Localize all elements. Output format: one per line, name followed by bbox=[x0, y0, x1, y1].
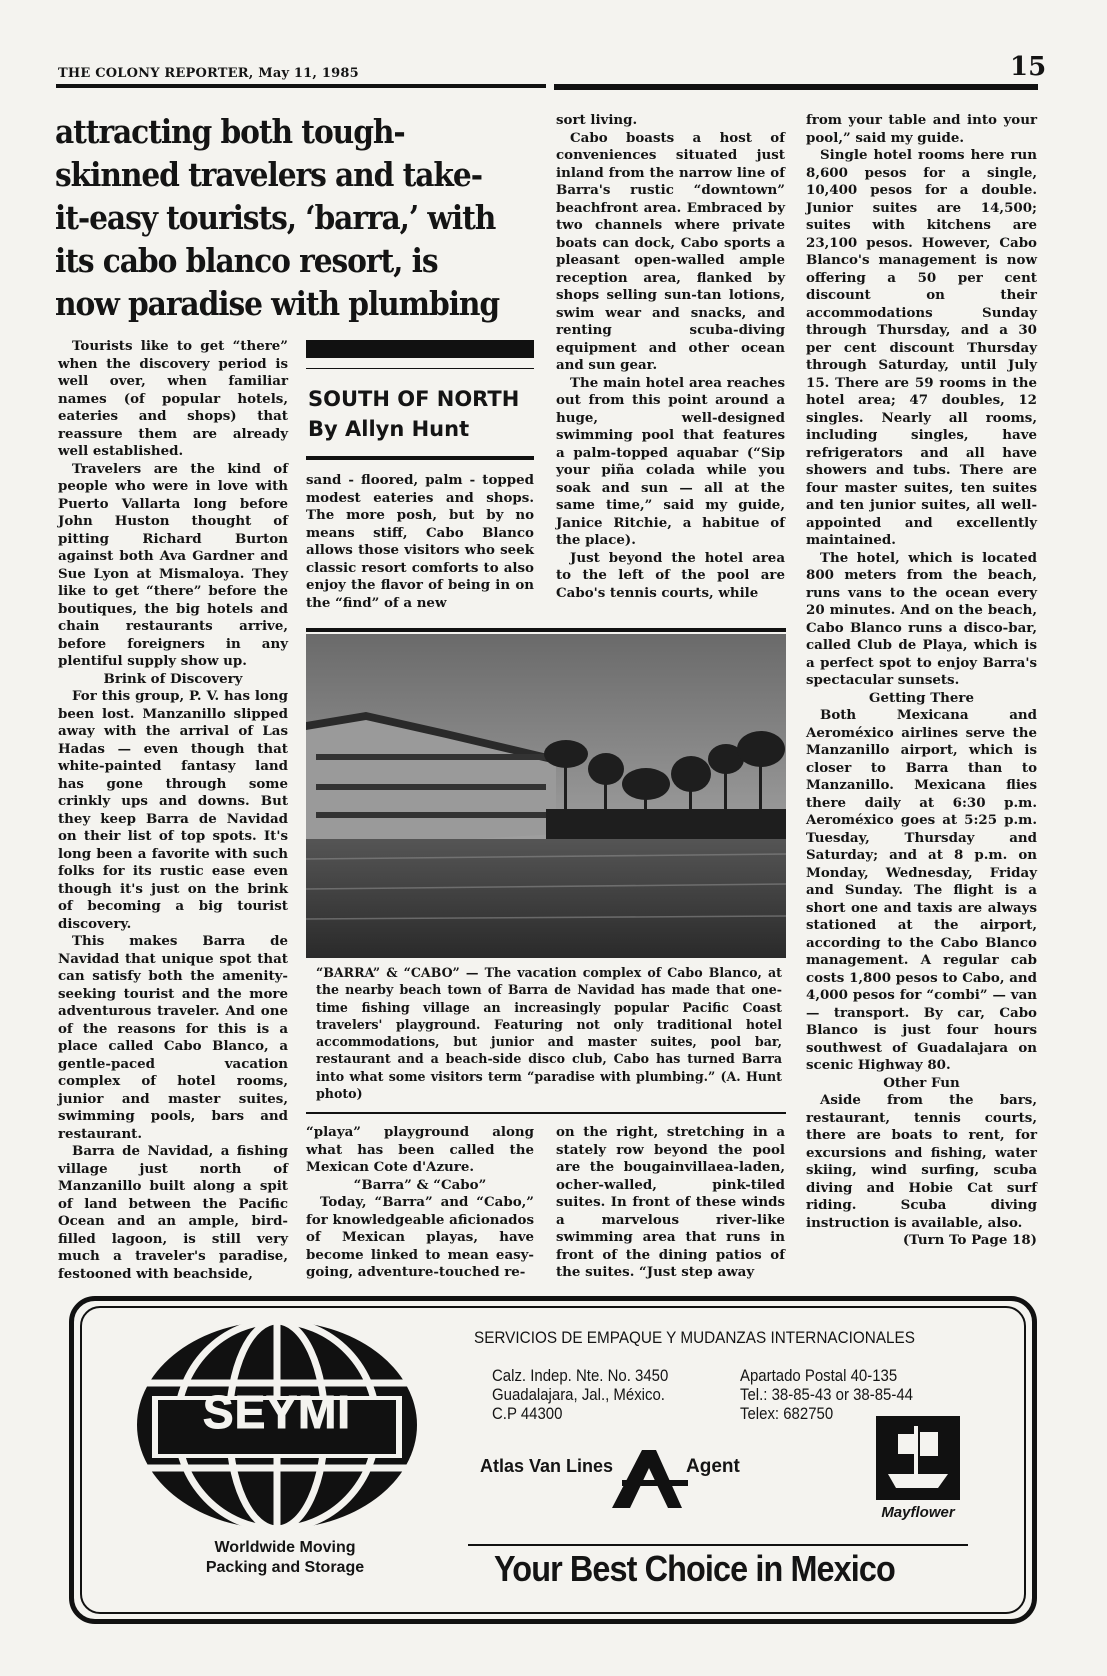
resort-photo bbox=[306, 634, 786, 958]
photo-caption: “BARRA” & “CABO” — The vacation complex of Cabo Blanco, at the nearby beach town of Barra de Navidad has made that one-time fishing village an increasingly popular Pacific Coast travelers' playground. Featuring not only traditional hotel accommodations, but junior and master suites, pool bar, restaurant and a beach-side disco club, Cabo has turned Barra into what some visitors term “paradise with plumbing.” (A. Hunt photo) bbox=[316, 965, 782, 1102]
column-4 bbox=[806, 112, 1037, 1250]
contact-block bbox=[740, 1366, 913, 1423]
paragraph: Both Mexicana and Aeroméxico airlines serve the Manzanillo airport, which is closer to Barra than to Manzanillo. Mexicana flies there daily at 6:30 p.m. Aeroméxico goes at 5:25 p.m. Tuesday, Thursday and Saturday; and at 8 p.m. on Monday, Wednesday, Friday and Sunday. The flight is a short one and taxis are always stationed at the airport, according to the Cabo Blanco management. A regular cab costs 1,800 pesos to Cabo, and 4,000 pesos for “combi” — van — transport. By car, Cabo Blanco is just four hours southwest of Guadalajara on scenic Highway 80. bbox=[806, 707, 1037, 1073]
ad-tagline bbox=[180, 1538, 390, 1578]
company-name: SERVICIOS DE EMPAQUE Y MUDANZAS INTERNACIONALES bbox=[474, 1328, 915, 1347]
paragraph: Single hotel rooms here run 8,600 pesos for a single, 10,400 pesos for a double. Junior suites are 14,500; suites with kitchens are 23,100 pesos. However, Cabo Blanco's management is now offering a 50 per cent discount on their accommodations Sunday through Thursday, and a 30 per cent discount Thursday through Saturday, until July 15. There are 59 rooms in the hotel area; 47 doubles, 12 singles. Nearly all rooms, including singles, have refrigerators and all have showers and tubs. There are four master suites, ten suites and ten junior suites, all well-appointed and excellently maintained. bbox=[806, 147, 1037, 548]
byline: By Allyn Hunt bbox=[308, 417, 470, 441]
paragraph: Travelers are the kind of people who were in love with Puerto Vallarta long before John Huston thought of pitting Richard Burton against both Ava Gardner and Sue Lyon at Mismaloya. They like to get “there” before the boutiques, the big hotels and chain restaurants arrive, before foreigners in any plentiful supply show up. bbox=[58, 460, 288, 669]
masthead: THE COLONY REPORTER, May 11, 1985 bbox=[58, 66, 359, 81]
tagline-line: Worldwide Moving bbox=[214, 1539, 356, 1556]
postal-box: Apartado Postal 40-135 bbox=[740, 1366, 898, 1385]
column-3-lower bbox=[556, 1124, 785, 1282]
column-header bbox=[308, 384, 519, 444]
telex: Telex: 682750 bbox=[740, 1404, 834, 1423]
column-header-bar bbox=[306, 340, 534, 358]
paragraph: Today, “Barra” and “Cabo,” for knowledgeable aficionados of Mexican playas, have become linked to mean easy-going, adventure-touched re- bbox=[306, 1194, 534, 1280]
paragraph: For this group, P. V. has long been lost. Manzanillo slipped away with the arrival of Las Hadas — even though that white-painted fantasy land has gone through some crinkly ups and downs. But they keep Barra de Navidad on their list of top spots. It's long been a favorite with such folks for its rustic ease even though it's just on the brink of becoming a big tourist discovery. bbox=[58, 688, 288, 932]
atlas-van-lines-label: Atlas Van Lines bbox=[480, 1456, 614, 1476]
masthead-rule bbox=[56, 84, 546, 88]
mayflower-label: Mayflower bbox=[881, 1504, 955, 1521]
atlas-van-lines-logo-icon bbox=[612, 1450, 692, 1510]
paragraph: Aside from the bars, restaurant, tennis courts, there are boats to rent, for excursions and fishing, water skiing, wind surfing, scuba diving and Hobie Cat surf riding. Scuba diving instruction is available, also. bbox=[806, 1092, 1037, 1231]
column-1 bbox=[58, 338, 288, 1283]
ad-slogan-rule bbox=[468, 1544, 968, 1546]
masthead-rule-right bbox=[554, 84, 1038, 90]
column-title: SOUTH OF NORTH bbox=[308, 387, 520, 411]
address-line: Calz. Indep. Nte. No. 3450 bbox=[492, 1366, 669, 1385]
paragraph: sand - floored, palm - topped modest eateries and shops. The more posh, but by no means stiff, Cabo Blanco allows those visitors who seek classic resort comforts to also enjoy the flavor of being in on the “find” of a new bbox=[306, 472, 534, 611]
subhead: Brink of Discovery bbox=[103, 670, 243, 687]
headline: attracting both tough-skinned travelers and take-it-easy tourists, ‘barra,’ with its cabo blanco resort, is now paradise with plumbing bbox=[55, 112, 500, 323]
atlas-agent-label: Agent bbox=[686, 1456, 740, 1477]
photo-top-rule bbox=[306, 628, 786, 632]
paragraph: sort living. bbox=[556, 112, 638, 128]
address-block bbox=[492, 1366, 668, 1423]
paragraph: This makes Barra de Navidad that unique spot that can satisfy both the amenity-seeking tourist and the more adventurous traveler. And one of the reasons for this is a place called Cabo Blanco, a gentle-paced vacation complex of hotel rooms, junior and master suites, swimming pools, bars and restaurant. bbox=[58, 933, 288, 1142]
paragraph: Barra de Navidad, a fishing village just north of Manzanillo built along a spit of land between the Pacific Ocean and an ample, bird-filled lagoon, is still very much a traveler's paradise, festooned with beachside, bbox=[58, 1143, 288, 1282]
subhead: Getting There bbox=[869, 689, 974, 706]
paragraph: “playa” playground along what has been called the Mexican Cote d'Azure. bbox=[306, 1124, 534, 1175]
mayflower-ship-logo-icon bbox=[876, 1416, 960, 1500]
ad-slogan: Your Best Choice in Mexico bbox=[494, 1548, 895, 1589]
paragraph: Just beyond the hotel area to the left of the pool are Cabo's tennis courts, while bbox=[556, 549, 785, 601]
seymi-logo-text: SEYMI bbox=[202, 1386, 352, 1438]
paragraph: Tourists like to get “there” when the discovery period is well over, when familiar names (of popular hotels, eateries and shops) that reassure them are already well established. bbox=[58, 338, 288, 459]
tagline-line: Packing and Storage bbox=[205, 1559, 365, 1576]
paragraph: The main hotel area reaches out from this point around a huge, well-designed swimming pool that features a palm-topped aquabar (“Sip your piña colada while you soak and sun — all at the same time,” said my guide, Janice Ritchie, a habitue of the place). bbox=[556, 374, 785, 548]
subhead: Other Fun bbox=[883, 1074, 960, 1091]
jump-line: (Turn To Page 18) bbox=[902, 1232, 1037, 1248]
column-header-rule bbox=[306, 368, 534, 369]
address-line: Guadalajara, Jal., México. bbox=[492, 1385, 665, 1404]
page-number: 15 bbox=[1010, 52, 1047, 82]
paragraph: The hotel, which is located 800 meters from the beach, runs vans to the ocean every 20 minutes. And on the beach, Cabo Blanco runs a disco-bar, called Club de Playa, which is a perfect spot to enjoy Barra's spectacular sunsets. bbox=[806, 549, 1037, 688]
column-2-upper bbox=[306, 472, 534, 612]
paragraph: from your table and into your pool,” said my guide. bbox=[806, 112, 1037, 146]
caption-rule bbox=[306, 1112, 786, 1114]
paragraph: Cabo boasts a host of conveniences situated just inland from the narrow line of Barra's rustic “downtown” beachfront area. Embraced by two channels where private boats can dock, Cabo sports a pleasant open-walled ample reception area, flanked by shops selling sun-tan lotions, swim wear and snacks, and renting scuba-diving equipment and other ocean and sun gear. bbox=[556, 129, 785, 373]
paragraph: on the right, stretching in a stately row beyond the pool are the bougainvillaea-laden, ocher-walled, pink-tiled suites. In front of these winds a marvelous river-like swimming area that runs in front of the dining patios of the suites. “Just step away bbox=[556, 1124, 785, 1280]
telephone: Tel.: 38-85-43 or 38-85-44 bbox=[740, 1385, 913, 1404]
byline-rule bbox=[306, 456, 534, 460]
subhead: “Barra” & “Cabo” bbox=[353, 1176, 487, 1193]
address-line: C.P 44300 bbox=[492, 1404, 563, 1423]
column-2-lower bbox=[306, 1124, 534, 1282]
column-3-upper bbox=[556, 112, 785, 602]
